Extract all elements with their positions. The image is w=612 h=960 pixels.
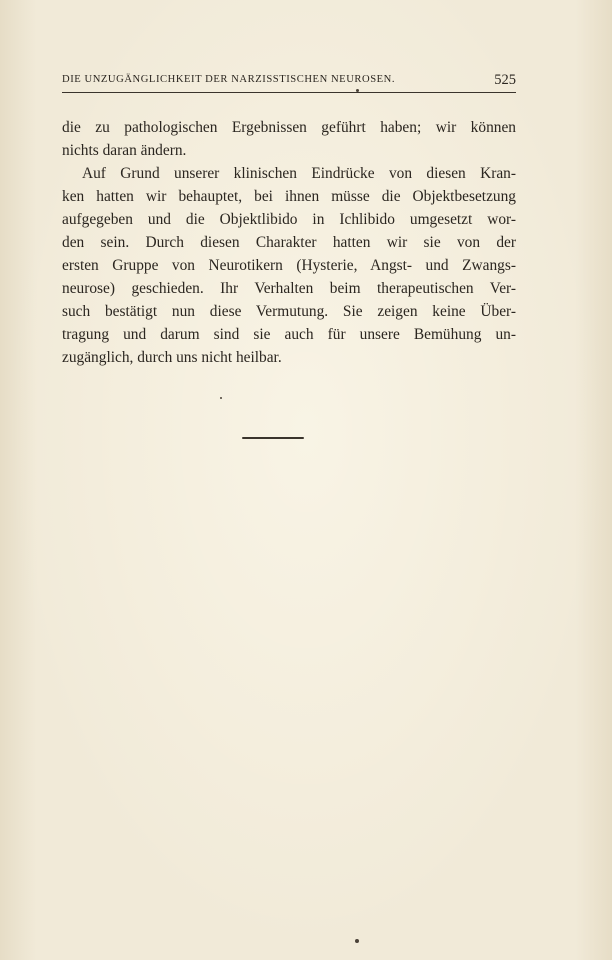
ink-speck xyxy=(220,397,222,399)
ink-speck xyxy=(356,89,359,92)
text-line: such bestätigt nun diese Vermutung. Sie zeigen keine Über- xyxy=(62,303,516,320)
text-line: ersten Gruppe von Neurotikern (Hysterie, Angst- und Zwangs- xyxy=(62,257,516,274)
text-line: tragung und darum sind sie auch für unsere Bemühung un- xyxy=(62,326,516,343)
text-line: den sein. Durch diesen Charakter hatten wir sie von der xyxy=(62,234,516,251)
page-number: 525 xyxy=(494,72,516,88)
text-line: Auf Grund unserer klinischen Eindrücke von diesen Kran- xyxy=(82,165,516,182)
section-end-rule xyxy=(242,437,304,439)
text-line: ken hatten wir behauptet, bei ihnen müsse die Objektbesetzung xyxy=(62,188,516,205)
running-head xyxy=(62,72,516,93)
running-title: DIE UNZUGÄNGLICHKEIT DER NARZISSTISCHEN NEUROSEN. xyxy=(62,74,396,85)
text-line: neurose) geschieden. Ihr Verhalten beim therapeutischen Ver- xyxy=(62,280,516,297)
text-line: zugänglich, durch uns nicht heilbar. xyxy=(62,349,282,366)
text-line: die zu pathologischen Ergebnissen geführt haben; wir können xyxy=(62,119,516,136)
body-text xyxy=(62,116,516,369)
ink-speck xyxy=(355,939,359,943)
text-line: aufgegeben und die Objektlibido in Ichlibido umgesetzt wor- xyxy=(62,211,516,228)
text-line: nichts daran ändern. xyxy=(62,142,187,159)
